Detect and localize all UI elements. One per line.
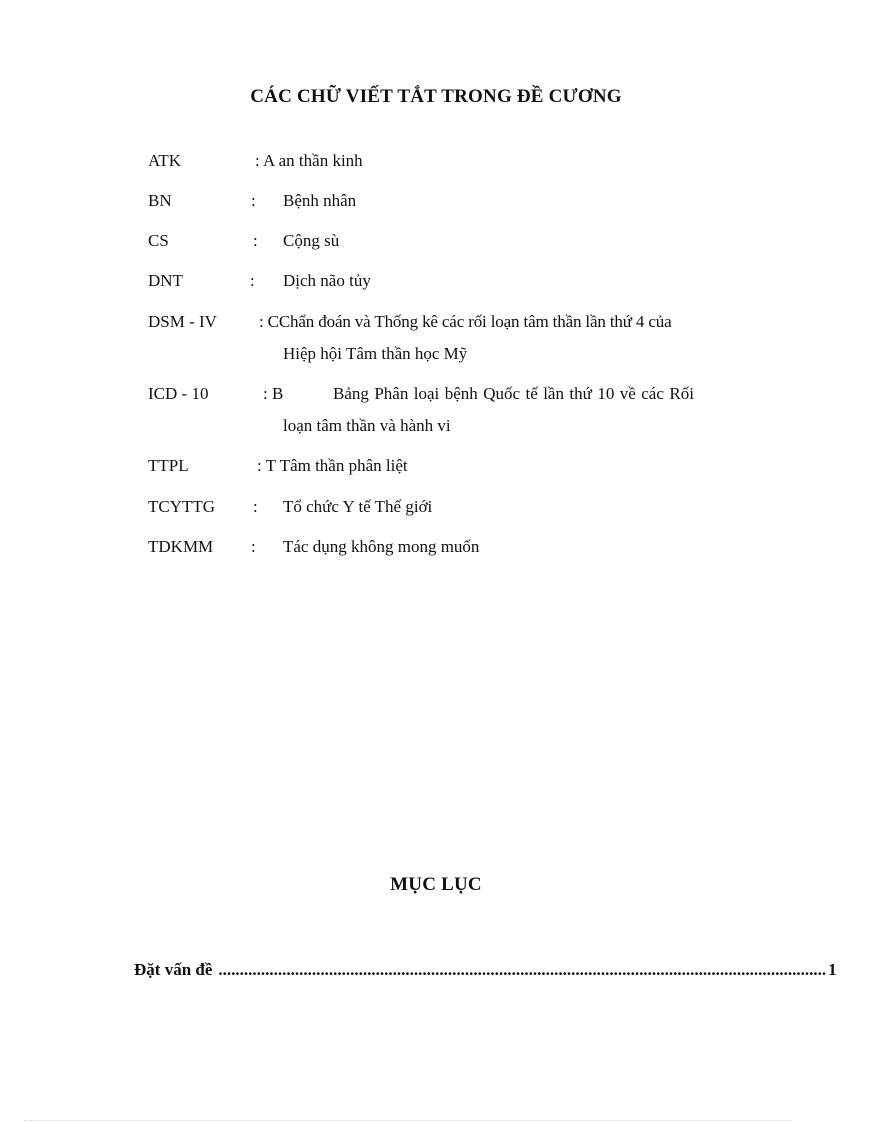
abbreviation-definition: : A an thần kinh — [255, 151, 363, 170]
abbreviations-title: CÁC CHỮ VIẾT TẮT TRONG ĐỀ CƯƠNG — [250, 86, 622, 107]
abbreviation-code: DSM - IV — [148, 312, 217, 331]
abbreviation-definition: Bệnh nhân — [283, 191, 357, 210]
abbreviation-colon: : — [251, 537, 256, 556]
abbreviation-definition-line2: Hiệp hội Tâm thần học Mỹ — [283, 344, 468, 363]
abbreviation-code: DNT — [148, 271, 183, 290]
abbreviation-definition-line2: loạn tâm thần và hành vi — [283, 416, 451, 435]
page-bottom-divider — [24, 1120, 792, 1121]
abbreviation-definition: Cộng sù — [283, 231, 340, 250]
toc-entry-label: Đặt vấn đề — [134, 960, 213, 979]
toc-title: MỤC LỤC — [390, 874, 482, 895]
abbreviation-definition-line1: Bảng Phân loại bệnh Quốc tế lần thứ 10 về các Rối — [333, 384, 694, 403]
abbreviation-code: ICD - 10 — [148, 384, 209, 403]
abbreviation-code: ATK — [148, 151, 182, 170]
abbreviation-definition: Dịch não tủy — [283, 271, 371, 290]
toc-entry[interactable] — [134, 960, 837, 980]
abbreviation-definition: Tổ chức Y tế Thế giới — [283, 497, 433, 516]
abbreviation-definition: : T Tâm thần phân liệt — [257, 456, 408, 475]
abbreviation-colon: : — [253, 231, 258, 250]
abbreviation-code: TCYTTG — [148, 497, 216, 516]
abbreviation-colon: : — [251, 191, 256, 210]
abbreviation-code: TTPL — [148, 456, 189, 475]
abbreviation-code: CS — [148, 231, 169, 250]
abbreviation-definition: Tác dụng không mong muốn — [283, 537, 480, 556]
toc-entry-page-number: 1 — [828, 960, 837, 979]
abbreviation-colon: : — [253, 497, 258, 516]
abbreviation-code: BN — [148, 191, 172, 210]
abbreviation-definition-line1: : CChẩn đoán và Thống kê các rối loạn tâm thần lần thứ 4 của — [259, 312, 672, 331]
abbreviation-code: TDKMM — [148, 537, 214, 556]
abbreviation-colon: : — [250, 271, 255, 290]
toc-entry-leader: ............................................................................................................................................... — [218, 960, 827, 979]
abbreviation-colon: : B — [263, 384, 284, 403]
